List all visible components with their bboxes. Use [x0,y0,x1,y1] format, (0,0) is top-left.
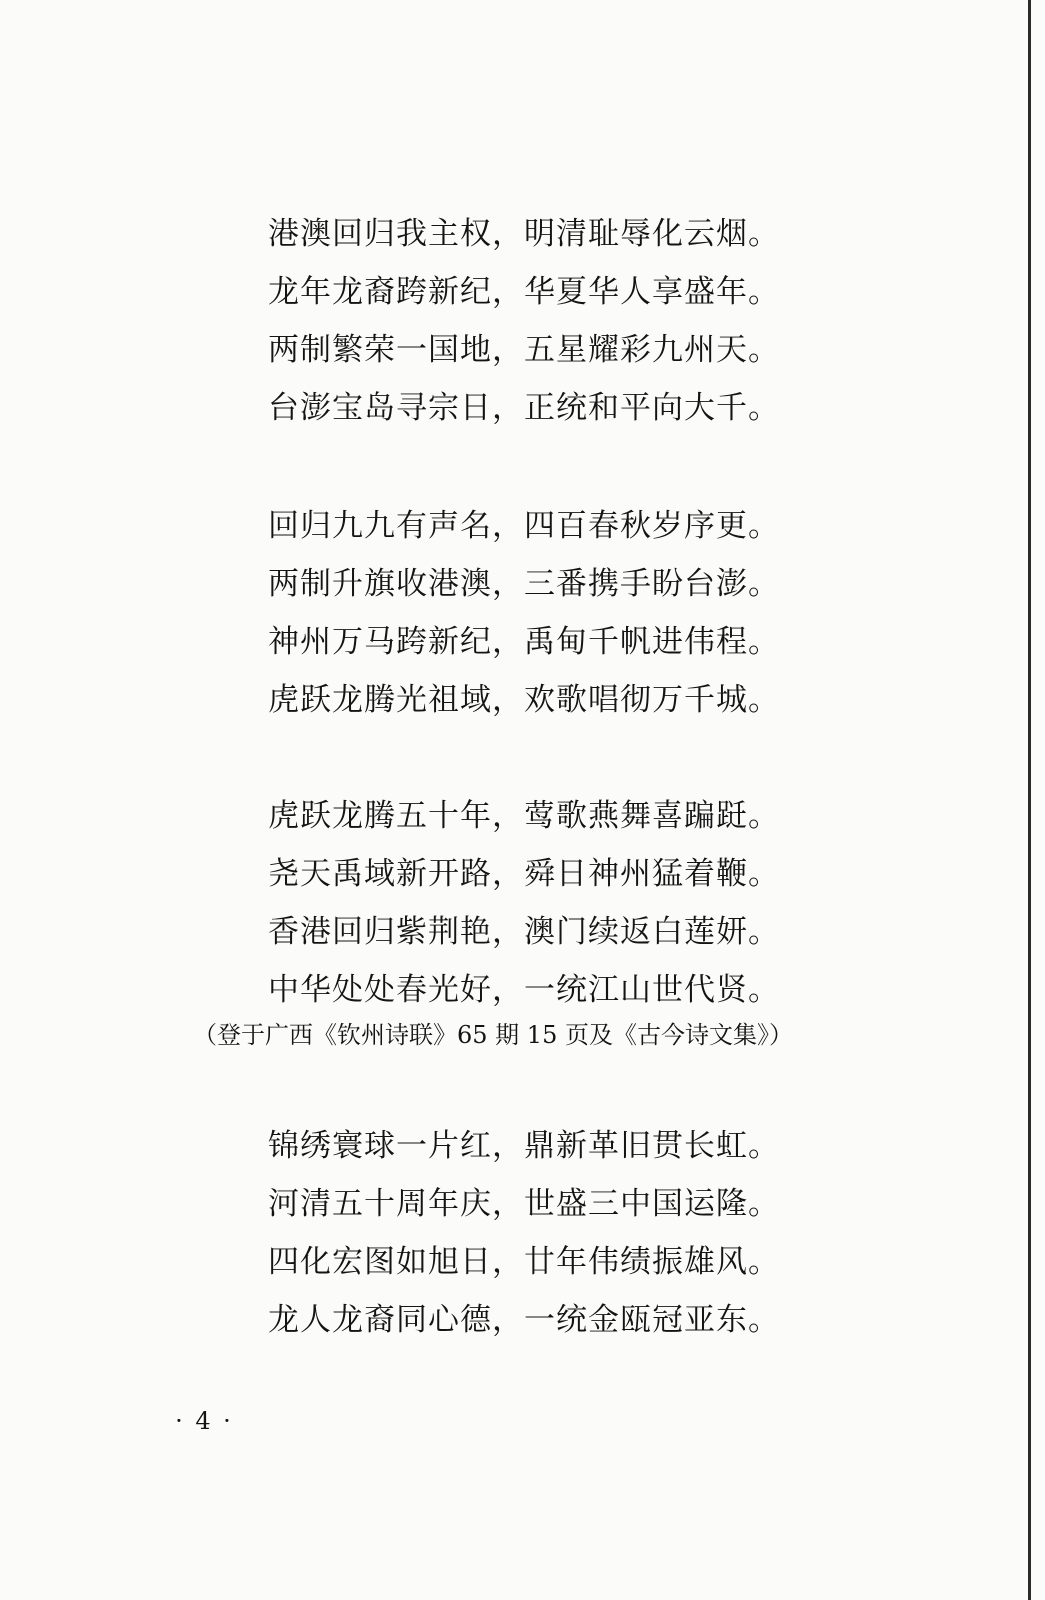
poem-line: 河清五十周年庆，世盛三中国运隆。 [268,1186,780,1222]
poem-line: 神州万马跨新纪，禹甸千帆进伟程。 [268,624,780,660]
poem-line: 中华处处春光好，一统江山世代贤。 [268,972,780,1008]
page-edge-line [1028,0,1031,1600]
poem-line: 两制繁荣一国地，五星耀彩九州天。 [268,332,780,368]
publication-note: （登于广西《钦州诗联》65 期 15 页及《古今诗文集》） [193,1021,793,1049]
poem-line: 锦绣寰球一片红，鼎新革旧贯长虹。 [268,1128,780,1164]
footer-left-dot: · [175,1407,183,1435]
poem-2 [268,497,828,729]
poem-3 [268,787,828,1019]
poem-line: 尧天禹域新开路，舜日神州猛着鞭。 [268,856,780,892]
page-number: 4 [195,1407,211,1435]
poem-line: 虎跃龙腾光祖域，欢歌唱彻万千城。 [268,682,780,718]
poem-line: 龙年龙裔跨新纪，华夏华人享盛年。 [268,274,780,310]
poem-line: 龙人龙裔同心德，一统金瓯冠亚东。 [268,1302,780,1338]
poem-line: 香港回归紫荆艳，澳门续返白莲妍。 [268,914,780,950]
poem-1 [268,205,828,437]
page-footer [168,1404,258,1438]
poem-line: 虎跃龙腾五十年，莺歌燕舞喜蹁跹。 [268,798,780,834]
footer-right-dot: · [223,1407,231,1435]
poem-line: 回归九九有声名，四百春秋岁序更。 [268,508,780,544]
poem-line: 台澎宝岛寻宗日，正统和平向大千。 [268,390,780,426]
poem-line: 两制升旗收港澳，三番携手盼台澎。 [268,566,780,602]
poem-line: 港澳回归我主权，明清耻辱化云烟。 [268,216,780,252]
poem-line: 四化宏图如旭日，廿年伟绩振雄风。 [268,1244,780,1280]
poem-4 [268,1117,828,1349]
